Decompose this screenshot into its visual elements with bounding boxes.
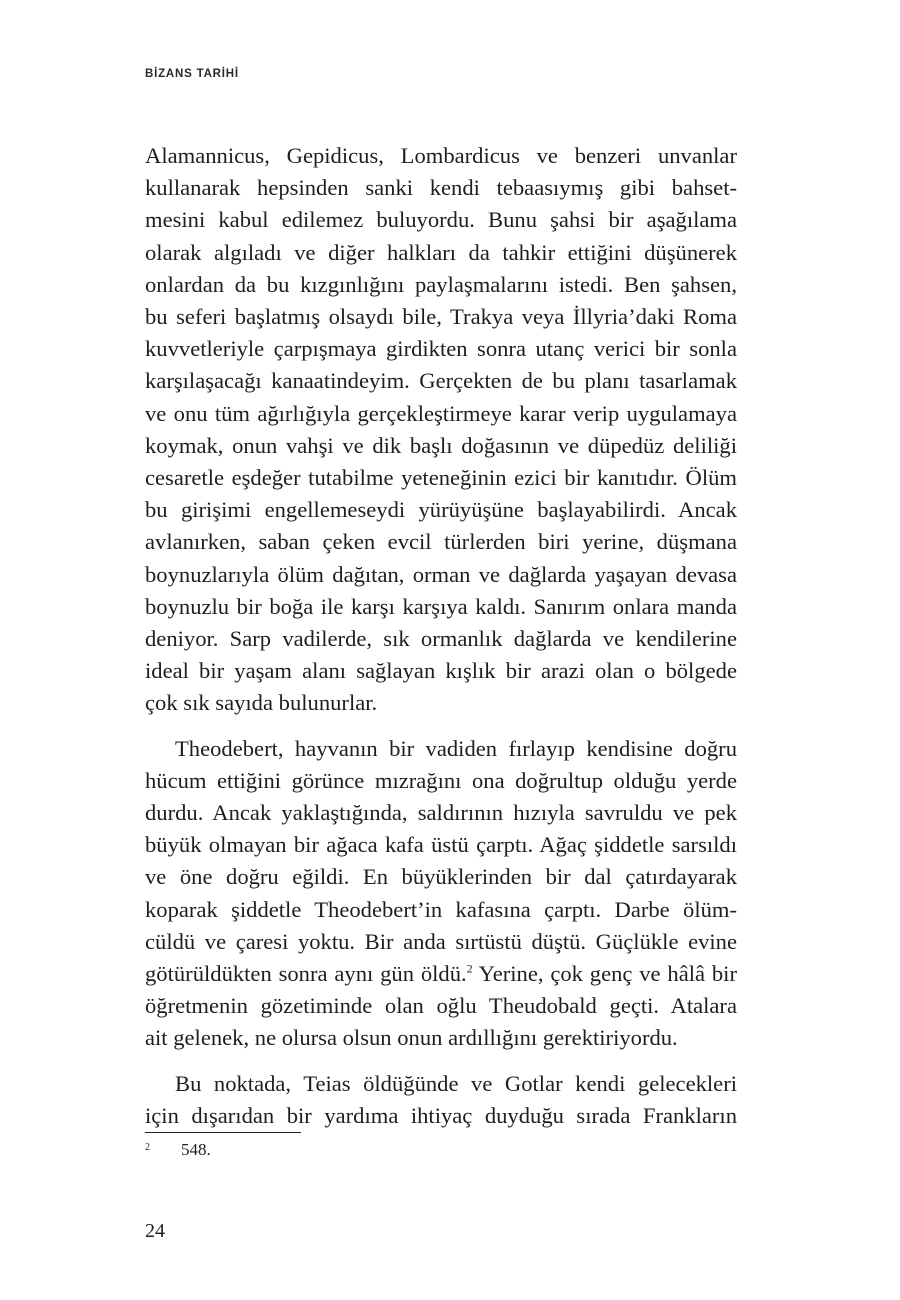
text-line: büyük olmayan bir ağaca kafa üstü çarptı. Ağaç şiddetle sarsıldı [145, 832, 737, 858]
text-line-with-footnote [145, 958, 737, 990]
text-line: Bu noktada, Teias öldüğünde ve Gotlar kendi gelecekleri [175, 1070, 737, 1096]
text-line: boynuzlarıyla ölüm dağıtan, orman ve dağlarda yaşayan devasa [145, 561, 737, 587]
text-line: ait gelenek, ne olursa olsun onun ardıllığını gerektiriyordu. [145, 1025, 678, 1051]
text-line: cesaretle eşdeğer tutabilme yeteneğinin ezici bir kanıtıdır. Ölüm [145, 465, 737, 491]
text-line: bu girişimi engellemeseydi yürüyüşüne başlayabilirdi. Ancak [145, 497, 737, 523]
text-line: avlanırken, saban çeken evcil türlerden biri yerine, düşmana [145, 529, 737, 555]
text-line: durdu. Ancak yaklaştığında, saldırının hızıyla savruldu ve pek [145, 800, 737, 826]
paragraph-2 [145, 733, 737, 1055]
body-text [145, 140, 737, 1132]
paragraph-3 [145, 1068, 737, 1132]
footnote-number: 2 [145, 1142, 150, 1153]
text-line: olarak algıladı ve diğer halkları da tahkir ettiğini düşünerek [145, 239, 737, 265]
text-line: öğretmenin gözetiminde olan oğlu Theudobald geçti. Atalara [145, 993, 737, 1019]
text-line: çok sık sayıda bulunurlar. [145, 690, 378, 716]
text-segment: Yerine, çok genç ve hâlâ bir [472, 961, 737, 987]
text-line: boynuzlu bir boğa ile karşı karşıya kaldı. Sanırım onlara manda [145, 593, 737, 619]
running-head: BİZANS TARİHİ [145, 68, 239, 80]
text-line: ve onu tüm ağırlığıyla gerçekleştirmeye karar verip uygulamaya [145, 400, 737, 426]
text-line: ideal bir yaşam alanı sağlayan kışlık bir arazi olan o bölgede [145, 658, 737, 684]
footnote-separator [145, 1132, 301, 1133]
text-line: deniyor. Sarp vadilerde, sık ormanlık dağlarda ve kendilerine [145, 626, 737, 652]
page-number: 24 [145, 1220, 165, 1242]
text-line: kuvvetleriyle çarpışmaya girdikten sonra utanç verici bir sonla [145, 336, 737, 362]
text-line: mesini kabul edilemez buluyordu. Bunu şahsi bir aşağılama [145, 207, 737, 233]
text-line: ve öne doğru eğildi. En büyüklerinden bir dal çatırdayarak [145, 864, 737, 890]
text-line: cüldü ve çaresi yoktu. Bir anda sırtüstü düştü. Güçlükle evine [145, 928, 737, 954]
text-line: bu seferi başlatmış olsaydı bile, Trakya veya İllyria’daki Roma [145, 304, 737, 330]
text-line: Theodebert, hayvanın bir vadiden fırlayıp kendisine doğru [175, 735, 737, 761]
text-line: koparak şiddetle Theodebert’in kafasına çarptı. Darbe ölüm- [145, 896, 737, 922]
text-segment: götürüldükten sonra aynı gün öldü. [145, 961, 467, 987]
text-line: onlardan da bu kızgınlığını paylaşmalarını istedi. Ben şahsen, [145, 271, 737, 297]
footnote-text: 548. [181, 1140, 211, 1159]
footnote-reference[interactable]: 2 [466, 961, 473, 976]
text-line: Alamannicus, Gepidicus, Lombardicus ve benzeri unvanlar [145, 143, 737, 168]
text-line: koymak, onun vahşi ve dik başlı doğasının ve düpedüz deliliği [145, 432, 737, 458]
footnote [145, 1140, 211, 1160]
text-line: kullanarak hepsinden sanki kendi tebaasıymış gibi bahset- [145, 175, 737, 201]
paragraph-1 [145, 140, 737, 720]
text-line: hücum ettiğini görünce mızrağını ona doğrultup olduğu yerde [145, 767, 737, 793]
text-line: için dışarıdan bir yardıma ihtiyaç duyduğu sırada Frankların [145, 1102, 737, 1128]
text-line: karşılaşacağı kanaatindeyim. Gerçekten de bu planı tasarlamak [145, 368, 737, 394]
